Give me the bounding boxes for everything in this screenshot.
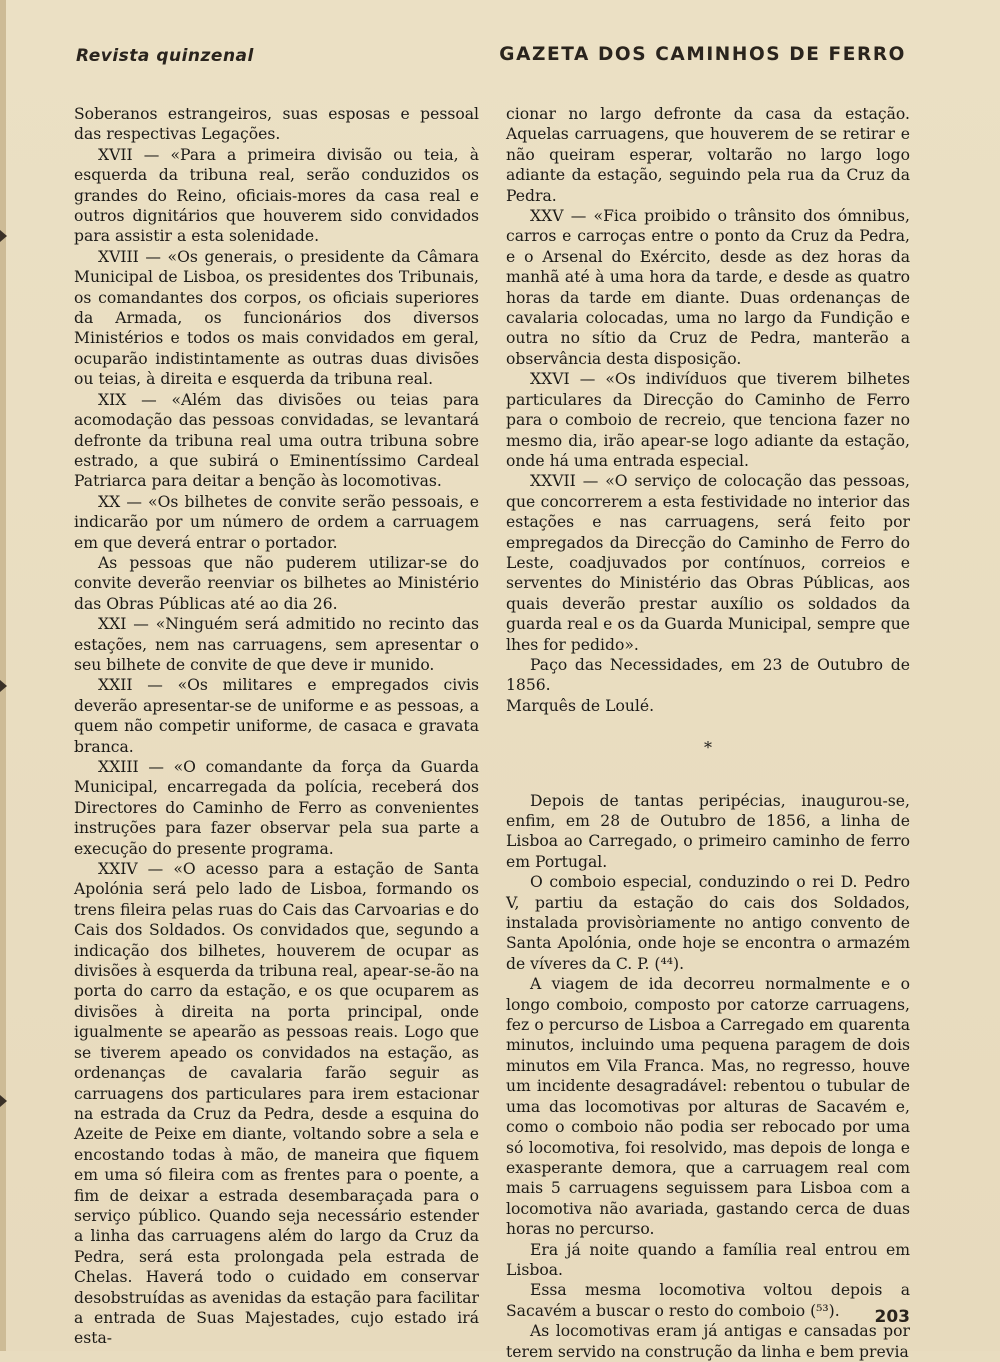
paragraph: XXVI — «Os indivíduos que tiverem bilhetes particulares da Direcção do Caminho de Ferro para o comboio de recreio, que tenciona fazer no mesmo dia, irão apear-se logo adiante da estação, onde há uma entrada especial. [506, 370, 910, 470]
paragraph: XXV — «Fica proibido o trânsito dos ómnibus, carros e carroças entre o ponto da Cruz da Pedra, e o Arsenal do Exército, desde as dez horas da manhã até à uma hora da tarde, e desde as quatro horas da tarde em diante. Duas ordenanças de cavalaria colocadas, uma no largo da Fundição e outra no sítio da Cruz de Pedra, manterão a observância desta disposição. [506, 207, 910, 368]
paragraph: XXII — «Os militares e empregados civis deverão apresentar-se de uniforme e as pessoas, a quem não competir uniforme, de casaca e gravata branca. [74, 676, 479, 756]
dateline: Paço das Necessidades, em 23 de Outubro de 1856. [506, 655, 910, 695]
binding-mark [0, 230, 7, 242]
header-publication-title: GAZETA DOS CAMINHOS DE FERRO [499, 44, 906, 65]
page-number: 203 [874, 1307, 910, 1327]
paragraph: Soberanos estrangeiros, suas esposas e pessoal das respectivas Legações. [74, 105, 479, 144]
right-column [506, 104, 910, 1362]
paragraph: Era já noite quando a família real entrou em Lisboa. [506, 1240, 910, 1279]
binding-mark [0, 1095, 7, 1107]
paragraph: XXIV — «O acesso para a estação de Santa Apolónia será pelo lado de Lisboa, formando os trens fileira pelas ruas do Cais das Carvoarias e do Cais dos Soldados. Os convidados que, segundo a indicação dos bilhetes, houverem de ocupar as divisões à esquerda da tribuna real, apear-se-ão na porta do carro da estação, e os que ocuparem as divisões à direita na porta principal, onde igualmente se apearão as pessoas reais. Logo que se tiverem apeado os convidados na estação, as ordenanças de cavalaria farão seguir as carruagens dos particulares para irem estacionar na estrada da Cruz da Pedra, desde a esquina do Azeite de Peixe em diante, voltando sobre a sela e encostando todas à mão, de maneira que fiquem em uma só fileira com as frentes para o poente, a fim de deixar a estrada desembaraçada para o serviço público. Quando seja necessário estender a linha das carruagens além do largo da Cruz da Pedra, será esta prolongada pela estrada de Chelas. Haverá todo o cuidado em conservar desobstruídas as avenidas da estação para facilitar a entrada de Suas Majestades, cujo estado irá esta- [74, 860, 479, 1348]
paragraph: As pessoas que não puderem utilizar-se do convite deverão reenviar os bilhetes ao Ministério das Obras Públicas até ao dia 26. [74, 553, 479, 613]
section-separator: * [704, 738, 712, 758]
paragraph: XXI — «Ninguém será admitido no recinto das estações, nem nas carruagens, sem apresentar o seu bilhete de convite de que deve ir munido. [74, 615, 479, 674]
paragraph: O comboio especial, conduzindo o rei D. Pedro V, partiu da estação do cais dos Soldados, instalada provisòriamente no antigo convento de Santa Apolónia, onde hoje se encontra o armazém de víveres da C. P. (⁴⁴). [506, 873, 910, 973]
header-periodicity: Revista quinzenal [76, 46, 254, 66]
paragraph: XVII — «Para a primeira divisão ou teia, à esquerda da tribuna real, serão conduzidos os grandes do Reino, oficiais-mores da casa real e outros dignitários que houverem sido convidados para assistir a esta solenidade. [74, 145, 479, 246]
paragraph: A viagem de ida decorreu normalmente e o longo comboio, composto por catorze carruagens, fez o percurso de Lisboa a Carregado em quarenta minutos, incluindo uma pequena paragem de dois minutos em Vila Franca. Mas, no regresso, houve um incidente desagradável: rebentou o tubular de uma das locomotivas por alturas de Sacavém e, como o comboio não podia ser rebocado por uma só locomotiva, foi resolvido, mas depois de longa e exasperante demora, que a carruagem real com mais 5 carruagens seguissem para Lisboa com a locomotiva não avariada, gastando cerca de duas horas no percurso. [506, 975, 910, 1239]
paragraph: XX — «Os bilhetes de convite serão pessoais, e indicarão por um número de ordem a carruagem em que deverá entrar o portador. [74, 492, 479, 552]
paragraph: XVIII — «Os generais, o presidente da Câmara Municipal de Lisboa, os presidentes dos Tribunais, os comandantes dos corpos, os oficiais superiores da Armada, os funcionários dos diversos Ministérios e todos os mais convidados em geral, ocuparão indistintamente as outras duas divisões ou teias, à direita e esquerda da tribuna real. [74, 247, 479, 389]
paragraph: XIX — «Além das divisões ou teias para acomodação das pessoas convidadas, se levantará defronte da tribuna real uma outra tribuna sobre estrado, a que subirá o Eminentíssimo Cardeal Patriarca para deitar a benção às locomotivas. [74, 390, 479, 491]
paragraph: As locomotivas eram já antigas e cansadas por terem servido na construção da linha e bem previa [506, 1322, 910, 1361]
signature: Marquês de Loulé. [506, 696, 655, 715]
paragraph: XXVII — «O serviço de colocação das pessoas, que concorrerem a esta festividade no interior das estações e nas carruagens, será feito por empregados da Direcção do Caminho de Ferro do Leste, coadjuvados por contínuos, correios e serventes do Ministério das Obras Públicas, aos quais deverão prestar auxílio os soldados da guarda real e os da Guarda Municipal, sempre que lhes for pedido». [506, 472, 910, 654]
paragraph: cionar no largo defronte da casa da estação. Aquelas carruagens, que houverem de se retirar e não queiram esperar, voltarão no largo logo adiante da estação, seguindo pela rua da Cruz da Pedra. [506, 105, 910, 205]
binding-mark [0, 680, 7, 692]
paragraph: Essa mesma locomotiva voltou depois a Sacavém a buscar o resto do comboio (⁵³). [506, 1281, 910, 1320]
paragraph: XXIII — «O comandante da força da Guarda Municipal, encarregada da polícia, receberá dos Directores do Caminho de Ferro as convenientes instruções para fazer observar pela sua parte a execução do presente programa. [74, 758, 479, 858]
left-column [74, 104, 479, 1349]
page-edge [0, 0, 6, 1351]
paragraph: Depois de tantas peripécias, inaugurou-se, enfim, em 28 de Outubro de 1856, a linha de Lisboa ao Carregado, o primeiro caminho de ferro em Portugal. [506, 791, 910, 871]
